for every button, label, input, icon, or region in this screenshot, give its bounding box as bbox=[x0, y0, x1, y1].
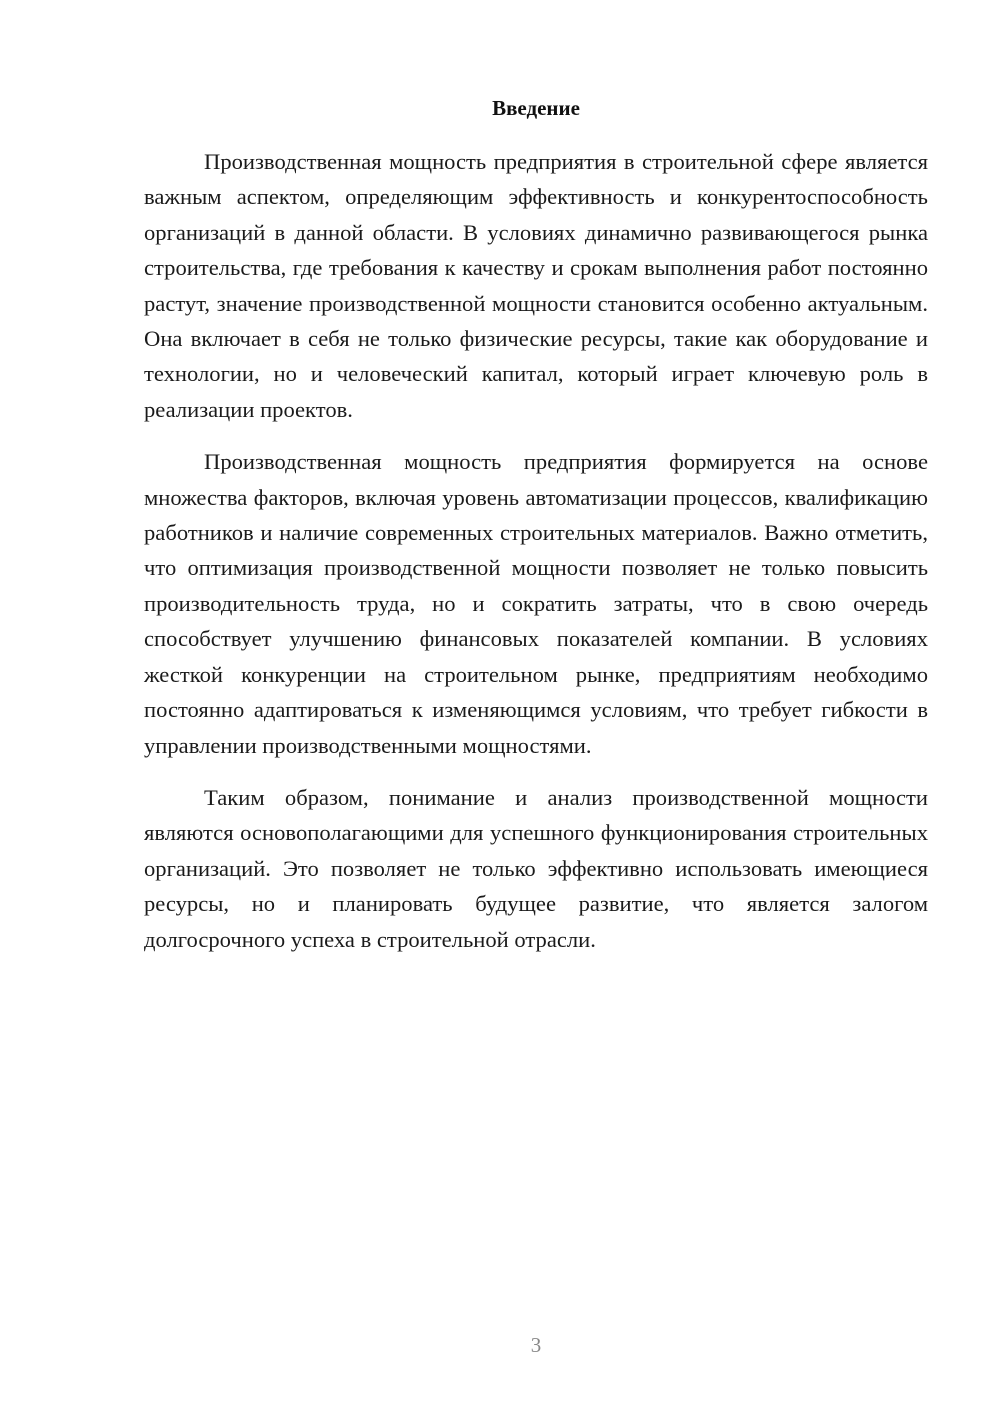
paragraph-2: Производственная мощность предприятия формируется на основе множества факторов, включая уровень автоматизации процессов, квалификацию работников и наличие современных строительных материалов. Важно отметить, что оптимизация производственной мощности позволяет не только повысить производительность труда, но и сократить затраты, что в свою очередь способствует улучшению финансовых показателей компании. В условиях жесткой конкуренции на строительном рынке, предприятиям необходимо постоянно адаптироваться к изменяющимся условиям, что требует гибкости в управлении производственными мощностями. bbox=[144, 449, 928, 758]
paragraph-1: Производственная мощность предприятия в строительной сфере является важным аспектом, определяющим эффективность и конкурентоспособность организаций в данной области. В условиях динамично развивающегося рынка строительства, где требования к качеству и срокам выполнения работ постоянно растут, значение производственной мощности становится особенно актуальным. Она включает в себя не только физические ресурсы, такие как оборудование и технологии, но и человеческий капитал, который играет ключевую роль в реализации проектов. bbox=[144, 149, 928, 422]
paragraph-3: Таким образом, понимание и анализ производственной мощности являются основополагающими для успешного функционирования строительных организаций. Это позволяет не только эффективно использовать имеющиеся ресурсы, но и планировать будущее развитие, что является залогом долгосрочного успеха в строительной отрасли. bbox=[144, 784, 928, 952]
page-number: 3 bbox=[530, 1333, 542, 1357]
section-heading: Введение bbox=[492, 96, 580, 120]
body-text bbox=[144, 144, 928, 957]
